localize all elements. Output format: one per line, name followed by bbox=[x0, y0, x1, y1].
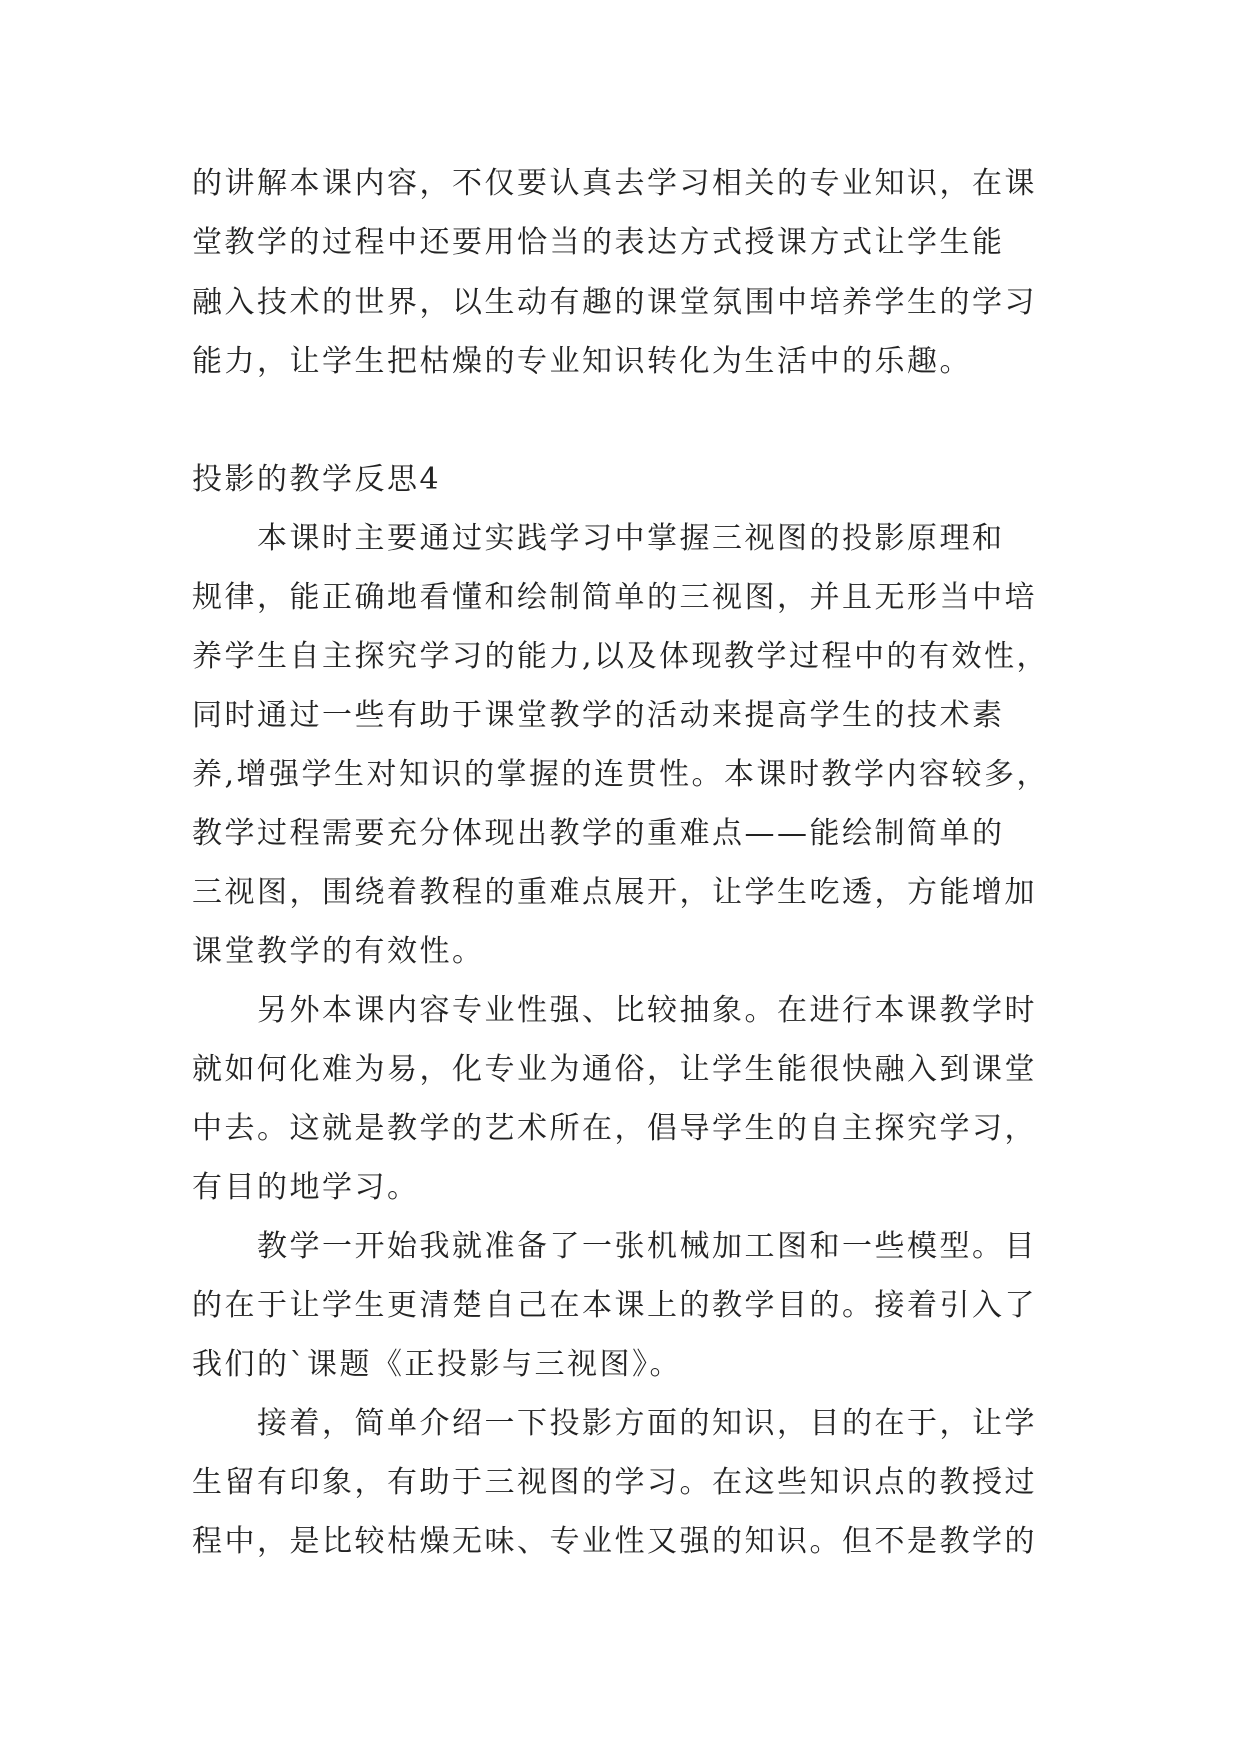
text-line: 能力，让学生把枯燥的专业知识转化为生活中的乐趣。 bbox=[192, 344, 972, 379]
text-line: 就如何化难为易，化专业为通俗，让学生能很快融入到课堂 bbox=[192, 1052, 1037, 1087]
section-heading: 投影的教学反思4 bbox=[192, 462, 442, 497]
text-line: 生留有印象，有助于三视图的学习。在这些知识点的教授过 bbox=[192, 1465, 1037, 1500]
text-line: 的讲解本课内容，不仅要认真去学习相关的专业知识，在课 bbox=[192, 166, 1037, 201]
text-line: 本课时主要通过实践学习中掌握三视图的投影原理和 bbox=[257, 521, 1005, 556]
text-line: 同时通过一些有助于课堂教学的活动来提高学生的技术素 bbox=[192, 698, 1005, 733]
text-line: 规律，能正确地看懂和绘制简单的三视图，并且无形当中培 bbox=[192, 580, 1037, 615]
text-line: 堂教学的过程中还要用恰当的表达方式授课方式让学生能 bbox=[192, 225, 1005, 260]
text-line: 接着，简单介绍一下投影方面的知识，目的在于，让学 bbox=[257, 1406, 1037, 1441]
text-line: 课堂教学的有效性。 bbox=[192, 934, 485, 969]
text-line: 养学生自主探究学习的能力,以及体现教学过程中的有效性， bbox=[192, 639, 1050, 674]
text-line: 中去。这就是教学的艺术所在，倡导学生的自主探究学习， bbox=[192, 1111, 1037, 1146]
text-line: 程中，是比较枯燥无味、专业性又强的知识。但不是教学的 bbox=[192, 1524, 1037, 1559]
text-line: 我们的`课题《正投影与三视图》。 bbox=[192, 1347, 682, 1382]
text-line: 养,增强学生对知识的掌握的连贯性。本课时教学内容较多， bbox=[192, 757, 1050, 792]
text-line: 融入技术的世界，以生动有趣的课堂氛围中培养学生的学习 bbox=[192, 285, 1037, 320]
text-line: 三视图，围绕着教程的重难点展开，让学生吃透，方能增加 bbox=[192, 875, 1037, 910]
text-line: 另外本课内容专业性强、比较抽象。在进行本课教学时 bbox=[257, 993, 1037, 1028]
text-line: 的在于让学生更清楚自己在本课上的教学目的。接着引入了 bbox=[192, 1288, 1037, 1323]
text-line: 教学一开始我就准备了一张机械加工图和一些模型。目 bbox=[257, 1229, 1037, 1264]
text-line: 教学过程需要充分体现出教学的重难点——能绘制简单的 bbox=[192, 816, 1005, 851]
text-line: 有目的地学习。 bbox=[192, 1170, 420, 1205]
